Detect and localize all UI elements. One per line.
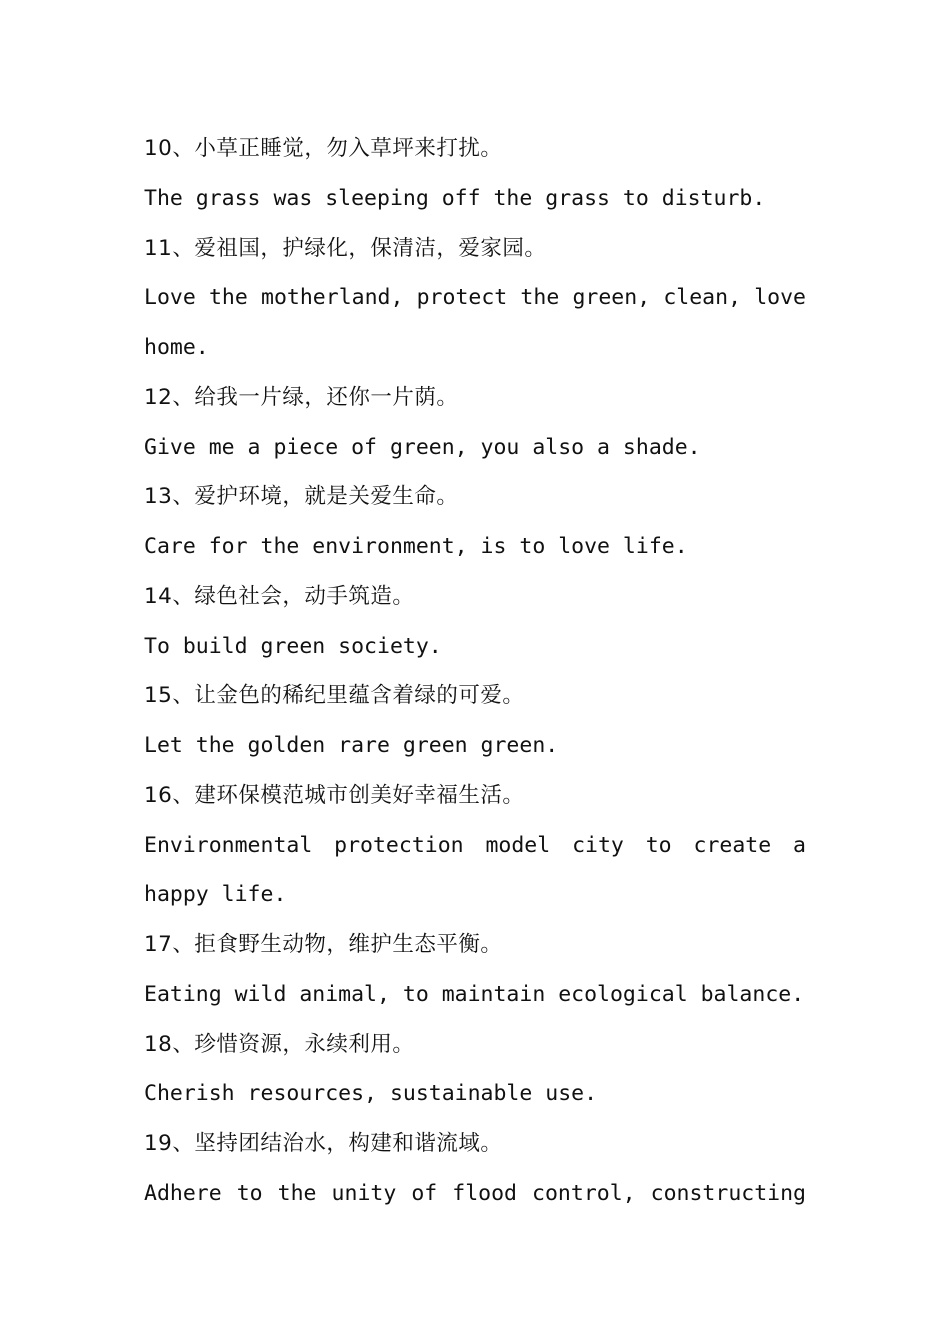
slogan-11-chinese: 11、爱祖国，护绿化，保清洁，爱家园。 — [144, 235, 547, 261]
slogan-13-chinese: 13、爱护环境，就是关爱生命。 — [144, 484, 459, 510]
slogan-11-english-continued: home. — [144, 335, 209, 360]
slogan-15-english: Let the golden rare green green. — [144, 733, 559, 758]
slogan-12-chinese: 12、给我一片绿，还你一片荫。 — [144, 384, 459, 410]
slogan-10-chinese: 10、小草正睡觉，勿入草坪来打扰。 — [144, 136, 503, 161]
slogan-17-chinese: 17、拒食野生动物，维护生态平衡。 — [144, 932, 503, 957]
slogan-18-chinese: 18、珍惜资源，永续利用。 — [144, 1031, 415, 1057]
slogan-10-english: The grass was sleeping off the grass to disturb. — [144, 185, 766, 211]
slogan-17-english: Eating wild animal, to maintain ecological balance. — [144, 981, 805, 1007]
document-page — [144, 124, 806, 1219]
slogan-14-english: To build green society. — [144, 633, 442, 659]
slogan-16-english-continued: happy life. — [144, 882, 287, 908]
slogan-19-chinese: 19、坚持团结治水，构建和谐流域。 — [144, 1131, 503, 1156]
slogan-13-english: Care for the environment, is to love life. — [144, 534, 688, 559]
slogan-19-english: Adhere to the unity of flood control, constructing — [144, 1180, 806, 1206]
slogan-12-english: Give me a piece of green, you also a shade. — [144, 434, 701, 460]
slogan-18-english: Cherish resources, sustainable use. — [144, 1081, 598, 1107]
slogan-16-english: Environmental protection model city to create a — [144, 832, 806, 858]
slogan-11-english: Love the motherland, protect the green, clean, love — [144, 285, 806, 311]
slogan-14-chinese: 14、绿色社会，动手筑造。 — [144, 583, 415, 609]
slogan-15-chinese: 15、让金色的稀纪里蕴含着绿的可爱。 — [144, 683, 525, 709]
slogan-16-chinese: 16、建环保模范城市创美好幸福生活。 — [144, 782, 525, 808]
